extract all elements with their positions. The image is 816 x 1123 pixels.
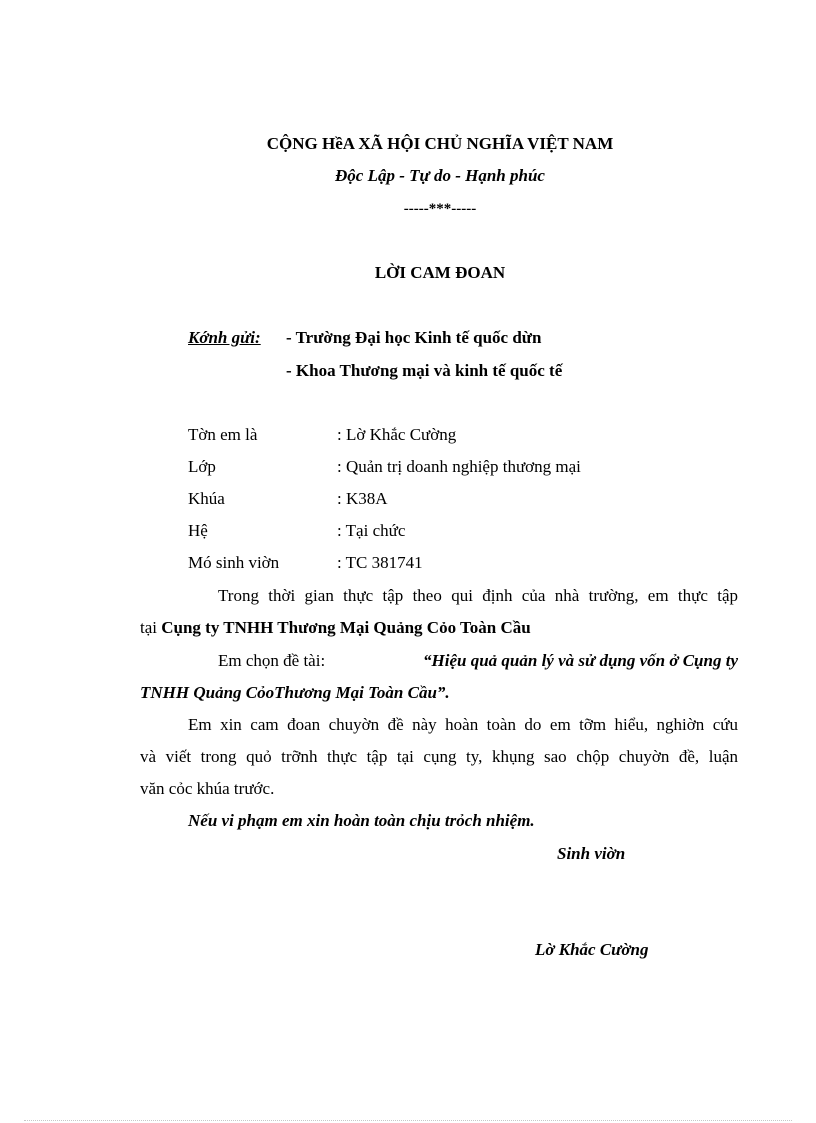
info-label-system: Hệ <box>188 521 208 540</box>
info-label-name: Tờn em là <box>188 425 258 444</box>
separator: -----***----- <box>403 201 477 217</box>
paragraph-3-line-3: văn cỏc khúa trước. <box>140 779 275 798</box>
info-label-cohort: Khúa <box>188 489 225 508</box>
document-title: LỜI CAM ĐOAN <box>374 263 506 282</box>
motto: Độc Lập - Tự do - Hạnh phúc <box>335 166 545 185</box>
info-value-student-id: : TC 381741 <box>337 553 423 572</box>
page-bottom-divider <box>24 1120 792 1121</box>
recipient-faculty: - Khoa Thương mại và kinh tế quốc tế <box>286 361 563 380</box>
info-label-class: Lớp <box>188 457 216 476</box>
signature-name: Lờ Khắc Cường <box>535 940 649 959</box>
paragraph-1-line-2 <box>140 618 531 638</box>
topic-prefix: Em chọn đề tài: <box>218 651 326 670</box>
info-value-name: : Lờ Khắc Cường <box>337 425 457 444</box>
country-header: CỘNG HềA XÃ HỘI CHỦ NGHĨA VIỆT NAM <box>266 134 614 153</box>
info-value-class: : Quản trị doanh nghiệp thương mại <box>337 457 581 476</box>
recipients-label: Kớnh gửi: <box>188 328 261 347</box>
paragraph-3-line-2: và viết trong quỏ trỡnh thực tập tại cụng ty, khụng sao chộp chuyờn đề, luận <box>140 747 738 766</box>
topic-line-2: TNHH Quảng CỏoThương Mại Toàn Cầu”. <box>140 683 450 702</box>
paragraph-2-line-1 <box>218 651 738 671</box>
recipient-university: - Trường Đại học Kinh tế quốc dừn <box>286 328 542 347</box>
paragraph-1-prefix: tại <box>140 618 157 637</box>
company-name: Cụng ty TNHH Thương Mại Quảng Cỏo Toàn Cầu <box>161 618 531 637</box>
info-value-system: : Tại chức <box>337 521 406 540</box>
commitment-statement: Nếu vi phạm em xin hoàn toàn chịu trỏch nhiệm. <box>188 811 535 830</box>
info-value-cohort: : K38A <box>337 489 388 508</box>
signature-role: Sinh viờn <box>557 844 626 863</box>
paragraph-1-line-1: Trong thời gian thực tập theo qui định của nhà trường, em thực tập <box>218 586 738 605</box>
paragraph-3-line-1: Em xin cam đoan chuyờn đề này hoàn toàn do em tỡm hiểu, nghiờn cứu <box>188 715 738 734</box>
info-label-student-id: Mó sinh viờn <box>188 553 280 572</box>
topic-line-1: “Hiệu quả quản lý và sử dụng vốn ở Cụng ty <box>423 651 738 670</box>
